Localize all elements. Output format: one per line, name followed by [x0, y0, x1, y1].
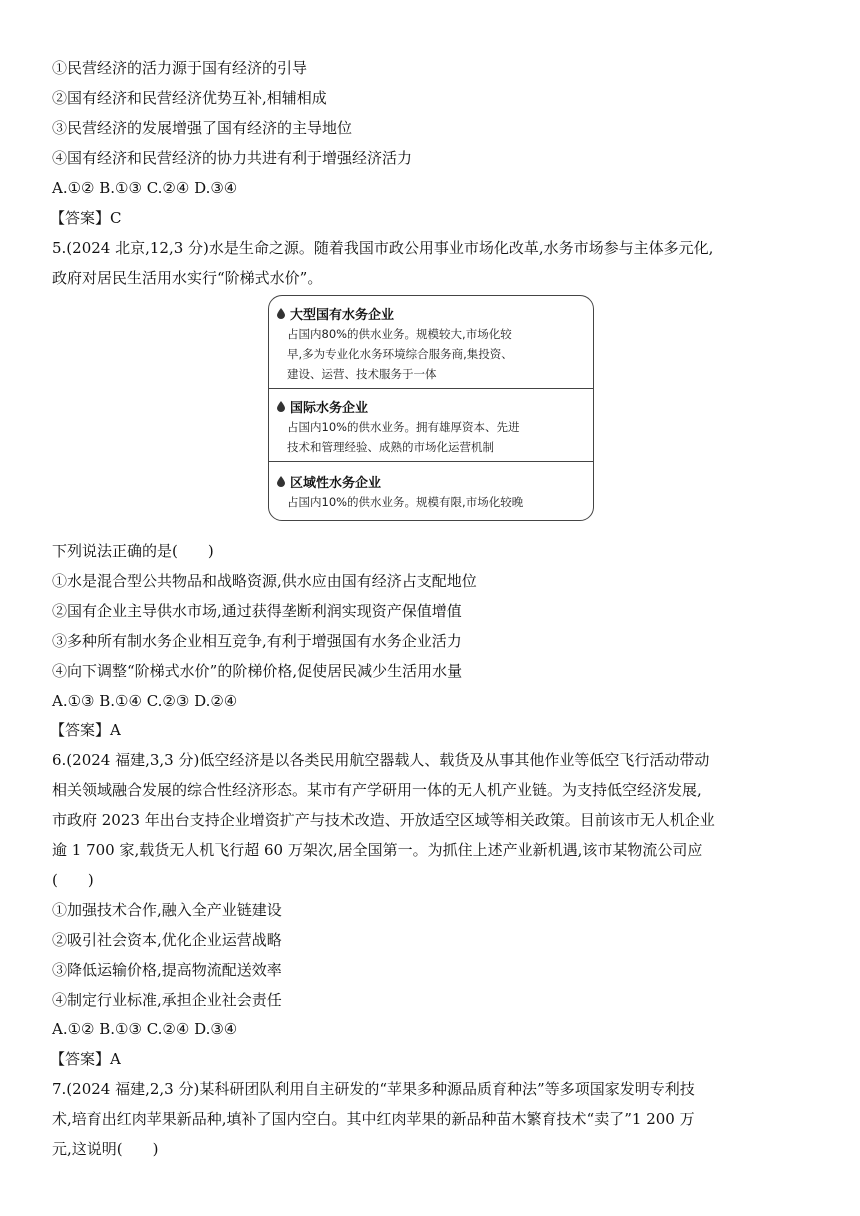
- water-drop-icon: [277, 401, 285, 412]
- figure-section-regional: [269, 462, 593, 520]
- q5-answer: 【答案】A: [50, 721, 121, 739]
- figure-section-state-owned: [269, 296, 593, 388]
- q4-option-3: ③民营经济的发展增强了国有经济的主导地位: [52, 119, 353, 137]
- water-enterprise-figure: [268, 295, 594, 521]
- q5-option-3: ③多种所有制水务企业相互竞争,有利于增强国有水务企业活力: [52, 632, 462, 650]
- figure-section-text: 技术和管理经验、成熟的市场化运营机制: [287, 440, 494, 454]
- figure-section-text: 占国内80%的供水业务。规模较大,市场化较: [287, 327, 512, 341]
- figure-section-text: 早,多为专业化水务环境综合服务商,集投资、: [287, 347, 513, 361]
- q5-stem-line-1: 5.(2024 北京,12,3 分)水是生命之源。随着我国市政公用事业市场化改革,水务市场参与主体多元化,: [52, 239, 714, 257]
- figure-section-text: 建设、运营、技术服务于一体: [287, 367, 437, 381]
- figure-section-title: 大型国有水务企业: [290, 308, 395, 323]
- figure-section-international: [269, 389, 593, 461]
- q4-option-1: ①民营经济的活力源于国有经济的引导: [52, 59, 308, 77]
- water-drop-icon: [277, 308, 285, 319]
- q7-stem-line-2: 术,培育出红肉苹果新品种,填补了国内空白。其中红肉苹果的新品种苗木繁育技术“卖了”1 200 万: [52, 1110, 695, 1128]
- figure-section-text: 占国内10%的供水业务。规模有限,市场化较晚: [287, 495, 524, 509]
- q6-stem-line-2: 相关领域融合发展的综合性经济形态。某市有产学研用一体的无人机产业链。为支持低空经济发展,: [52, 781, 702, 799]
- q5-stem-line-2: 政府对居民生活用水实行“阶梯式水价”。: [52, 269, 323, 287]
- q6-option-1: ①加强技术合作,融入全产业链建设: [52, 901, 282, 919]
- q6-answer: 【答案】A: [50, 1050, 121, 1068]
- q6-option-3: ③降低运输价格,提高物流配送效率: [52, 961, 282, 979]
- q6-stem-line-5: ( ): [52, 871, 94, 889]
- q5-option-4: ④向下调整“阶梯式水价”的阶梯价格,促使居民减少生活用水量: [52, 662, 463, 680]
- q6-option-4: ④制定行业标准,承担企业社会责任: [52, 991, 282, 1009]
- q5-choices: A.①③ B.①④ C.②③ D.②④: [52, 692, 238, 710]
- q6-stem-line-3: 市政府 2023 年出台支持企业增资扩产与技术改造、开放适空区域等相关政策。目前该市无人机企业: [52, 811, 715, 829]
- q4-choices: A.①② B.①③ C.②④ D.③④: [52, 179, 238, 197]
- q4-option-2: ②国有经济和民营经济优势互补,相辅相成: [52, 89, 327, 107]
- q6-stem-line-1: 6.(2024 福建,3,3 分)低空经济是以各类民用航空器载人、载货及从事其他作业等低空飞行活动带动: [52, 751, 710, 769]
- water-drop-icon: [277, 476, 285, 487]
- figure-section-text: 占国内10%的供水业务。拥有雄厚资本、先进: [287, 420, 520, 434]
- figure-section-title: 国际水务企业: [290, 401, 369, 416]
- q6-option-2: ②吸引社会资本,优化企业运营战略: [52, 931, 282, 949]
- q6-stem-line-4: 逾 1 700 家,载货无人机飞行超 60 万架次,居全国第一。为抓住上述产业新机遇,该市某物流公司应: [52, 841, 703, 859]
- q6-choices: A.①② B.①③ C.②④ D.③④: [52, 1020, 238, 1038]
- q5-option-2: ②国有企业主导供水市场,通过获得垄断利润实现资产保值增值: [52, 602, 462, 620]
- q5-prompt: 下列说法正确的是( ): [52, 542, 214, 560]
- q4-answer: 【答案】C: [50, 209, 122, 227]
- q7-stem-line-3: 元,这说明( ): [52, 1140, 159, 1158]
- figure-section-title: 区域性水务企业: [290, 476, 382, 491]
- q7-stem-line-1: 7.(2024 福建,2,3 分)某科研团队利用自主研发的“苹果多种源品质育种法”等多项国家发明专利技: [52, 1080, 695, 1098]
- q4-option-4: ④国有经济和民营经济的协力共进有利于增强经济活力: [52, 149, 413, 167]
- q5-option-1: ①水是混合型公共物品和战略资源,供水应由国有经济占支配地位: [52, 572, 477, 590]
